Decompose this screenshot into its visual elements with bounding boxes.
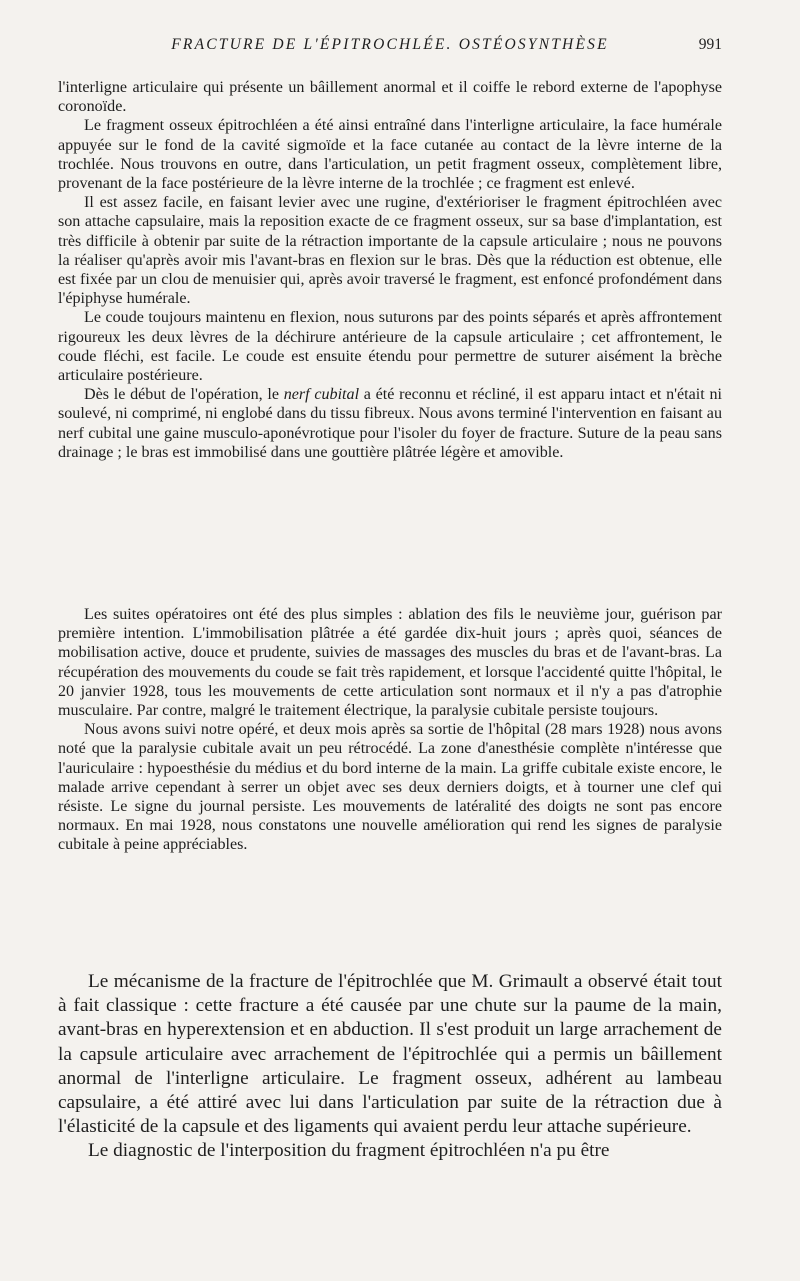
- postoperative-course-block: [58, 605, 722, 855]
- paragraph-fragment-description: Le fragment osseux épitrochléen a été ainsi entraîné dans l'interligne articulaire, la face humérale appuyée sur le fond de la cavité sigmoïde et la face cutanée au contact de la lèvre interne de la trochlée. Nous trouvons en outre, dans l'articulation, un petit fragment osseux, complètement libre, provenant de la face postérieure de la lèvre interne de la trochlée ; ce fragment est enlevé.: [58, 117, 722, 193]
- paragraph-postoperative: Les suites opératoires ont été des plus simples : ablation des fils le neuvième jour, guérison par première intention. L'immobilisation plâtrée a été gardée dix-huit jours ; après quoi, séances de mobilisation active, douce et prudente, suivies de massages des muscles du bras et de l'avant-bras. La récupération des mouvements du coude se fait très rapidement, et lorsque l'accidenté quitte l'hôpital, le 20 janvier 1928, tous les mouvements de cette articulation sont normaux et il n'y a pas d'atrophie musculaire. Par contre, malgré le traitement électrique, la paralysie cubitale persiste toujours.: [58, 606, 722, 720]
- paragraph-ulnar-nerve: [58, 385, 722, 462]
- paragraph-reduction: Il est assez facile, en faisant levier avec une rugine, d'extérioriser le fragment épitrochléen avec son attache capsulaire, mais la reposition exacte de ce fragment osseux, sur sa base d'implantation, est très difficile à obtenir par suite de la rétraction importante de la capsule articulaire ; nous ne pouvons la réaliser qu'après avoir mis l'avant-bras en flexion sur le bras. Dès que la réduction est obtenue, elle est fixée par un clou de menuisier qui, après avoir traversé le fragment, est enfoncé profondément dans l'épiphyse humérale.: [58, 194, 722, 308]
- operation-report-block: [58, 78, 722, 462]
- paragraph-capsule-suture: Le coude toujours maintenu en flexion, nous suturons par des points séparés et après affrontement rigoureux les deux lèvres de la déchirure antérieure de la capsule articulaire ; cet affrontement, le coude fléchi, est facile. Le coude est ensuite étendu pour permettre de suturer aisément la brèche articulaire postérieure.: [58, 309, 722, 385]
- page-number: 991: [698, 36, 722, 53]
- running-head: [58, 36, 722, 58]
- emphasis-nerf-cubital: nerf cubital: [283, 386, 360, 404]
- paragraph-diagnosis: Le diagnostic de l'interposition du fragment épitrochléen n'a pu être: [88, 1140, 610, 1162]
- discussion-block: [58, 970, 722, 1164]
- paragraph-continuation: l'interligne articulaire qui présente un bâillement anormal et il coiffe le rebord externe de l'apophyse coronoïde.: [58, 79, 722, 116]
- text-run: Dès le début de l'opération, le: [84, 386, 284, 404]
- paragraph-mechanism: Le mécanisme de la fracture de l'épitrochlée que M. Grimault a observé était tout à fait classique : cette fracture a été causée par une chute sur la paume de la main, avant-bras en hyperextension et en abduction. Il s'est produit un large arrachement de la capsule articulaire avec arrachement de l'épitrochlée qui a permis un bâillement anormal de l'interligne articulaire. Le fragment osseux, adhérent au lambeau capsulaire, a été attiré avec lui dans l'articulation par suite de la rétraction due à l'élasticité de la capsule et des ligaments qui avaient perdu leur attache supérieure.: [58, 971, 722, 1138]
- running-title: FRACTURE DE L'ÉPITROCHLÉE. OSTÉOSYNTHÈSE: [171, 36, 609, 53]
- text-run: a été reconnu et récliné, il est apparu intact et n'était ni soulevé, ni comprimé, ni englobé dans du tissu fibreux. Nous avons terminé l'intervention en faisant au nerf cubital une gaine musculo-aponévrotique pour l'isoler du foyer de fracture. Suture de la peau sans drainage ; le bras est immobilisé dans une gouttière plâtrée légère et amovible.: [58, 386, 722, 461]
- paragraph-follow-up: Nous avons suivi notre opéré, et deux mois après sa sortie de l'hôpital (28 mars 1928) nous avons noté que la paralysie cubitale avait un peu rétrocédé. La zone d'anesthésie complète n'intéresse que l'auriculaire : hypoesthésie du médius et du bord interne de la main. La griffe cubitale existe encore, le malade arrive cependant à serrer un objet avec ses deux derniers doigts, et à tourner une clef qui résiste. Le signe du journal persiste. Les mouvements de latéralité des doigts ne sont pas encore normaux. En mai 1928, nous constatons une nouvelle amélioration qui rend les signes de paralysie cubitale à peine appréciables.: [58, 721, 722, 854]
